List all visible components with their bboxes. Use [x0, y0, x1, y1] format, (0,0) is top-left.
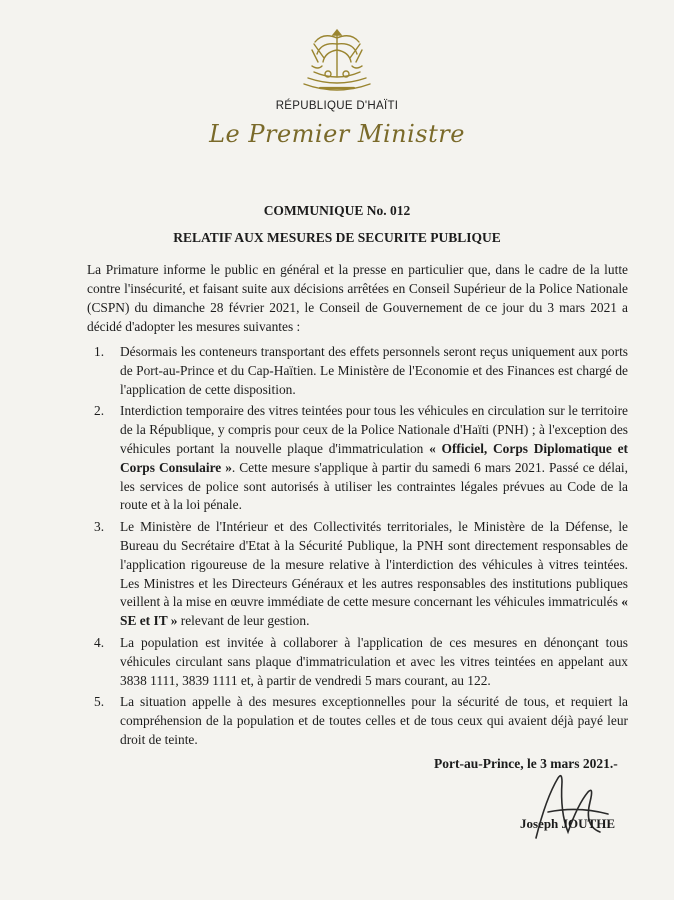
measure-bold-text: « SE et IT » [120, 594, 628, 629]
measure-text-continued: . Cette mesure s'applique à partir du samedi 6 mars 2021. Passé ce délai, les services de police sont autorisés à utiliser les contraintes légales prévues au Code de la route et à la loi pénale. [120, 459, 628, 513]
measure-text: La situation appelle à des mesures exceptionnelles pour la sécurité de tous, et requiert la compréhension de la population et de toutes celles et de tous ceux qui avaient déjà payé leur droit de teinte. [120, 694, 628, 747]
measure-item [94, 634, 628, 690]
measure-bold-text: « Officiel, Corps Diplomatique et Corps Consulaire » [120, 440, 628, 475]
intro-paragraph: La Primature informe le public en général et la presse en particulier que, dans le cadre de la lutte contre l'insécurité, et faisant suite aux décisions arrêtées en Conseil Supérieur de la Police Nationale (CSPN) du dimanche 28 février 2021, le Conseil de Gouvernement de ce jour du 3 mars 2021 a décidé d'adopter les mesures suivantes : [87, 262, 628, 334]
republic-label: RÉPUBLIQUE D'HAÏTI [275, 100, 399, 112]
measure-text: Désormais les conteneurs transportant des effets personnels seront reçus uniquement aux ports de Port-au-Prince et du Cap-Haïtien. Le Ministère de l'Economie et des Finances est chargé de l'application de cette disposition. [120, 344, 628, 397]
measure-number: 1. [94, 344, 105, 359]
measure-item [94, 402, 628, 515]
measure-item [94, 343, 628, 399]
measure-number: 5. [94, 694, 105, 710]
office-title: Le Premier Ministre [209, 120, 465, 148]
signer-name: Joseph JOUTHE [520, 816, 615, 831]
measure-number: 4. [94, 634, 105, 650]
measure-text: Le Ministère de l'Intérieur et des Collectivités territoriales, le Ministère de la Défense, le Bureau du Secrétaire d'Etat à la Sécurité Publique, la PNH sont directement responsables de l'application rigoureuse de la mesure relative à l'interdiction des véhicules à vitres teintées. Les Ministres et les Directeurs Généraux et les autres responsables des institutions publiques veillent à la mise en œuvre immédiate de cette mesure concernant les véhicules immatriculés [120, 519, 628, 610]
communique-number: COMMUNIQUE No. 012 [263, 203, 411, 218]
letterhead [0, 22, 674, 148]
measure-number: 3. [94, 519, 105, 535]
measures-list [94, 343, 628, 753]
measure-text-continued: relevant de leur gestion. [177, 613, 310, 629]
measure-text: La population est invitée à collaborer à l'application de ces mesures en dénonçant tous véhicules circulant sans plaque d'immatriculation et avec les vitres teintées en appelant aux 3838 1111, 3839 1111 et, à partir de vendredi 5 mars courant, au 122. [120, 634, 628, 688]
measure-number: 2. [94, 403, 105, 419]
measure-text: Interdiction temporaire des vitres teintées pour tous les véhicules en circulation sur le territoire de la République, y compris pour ceux de la Police Nationale d'Haïti (PNH) ; à l'exception des véhicules portant la nouvelle plaque d'immatriculation [120, 403, 628, 456]
measure-item [94, 518, 628, 631]
coat-of-arms-icon [294, 22, 380, 98]
measure-item [94, 693, 628, 749]
dateline: Port-au-Prince, le 3 mars 2021.- [434, 756, 618, 771]
communique-subject: RELATIF AUX MESURES DE SECURITE PUBLIQUE [173, 230, 501, 245]
signature-icon [528, 768, 618, 848]
